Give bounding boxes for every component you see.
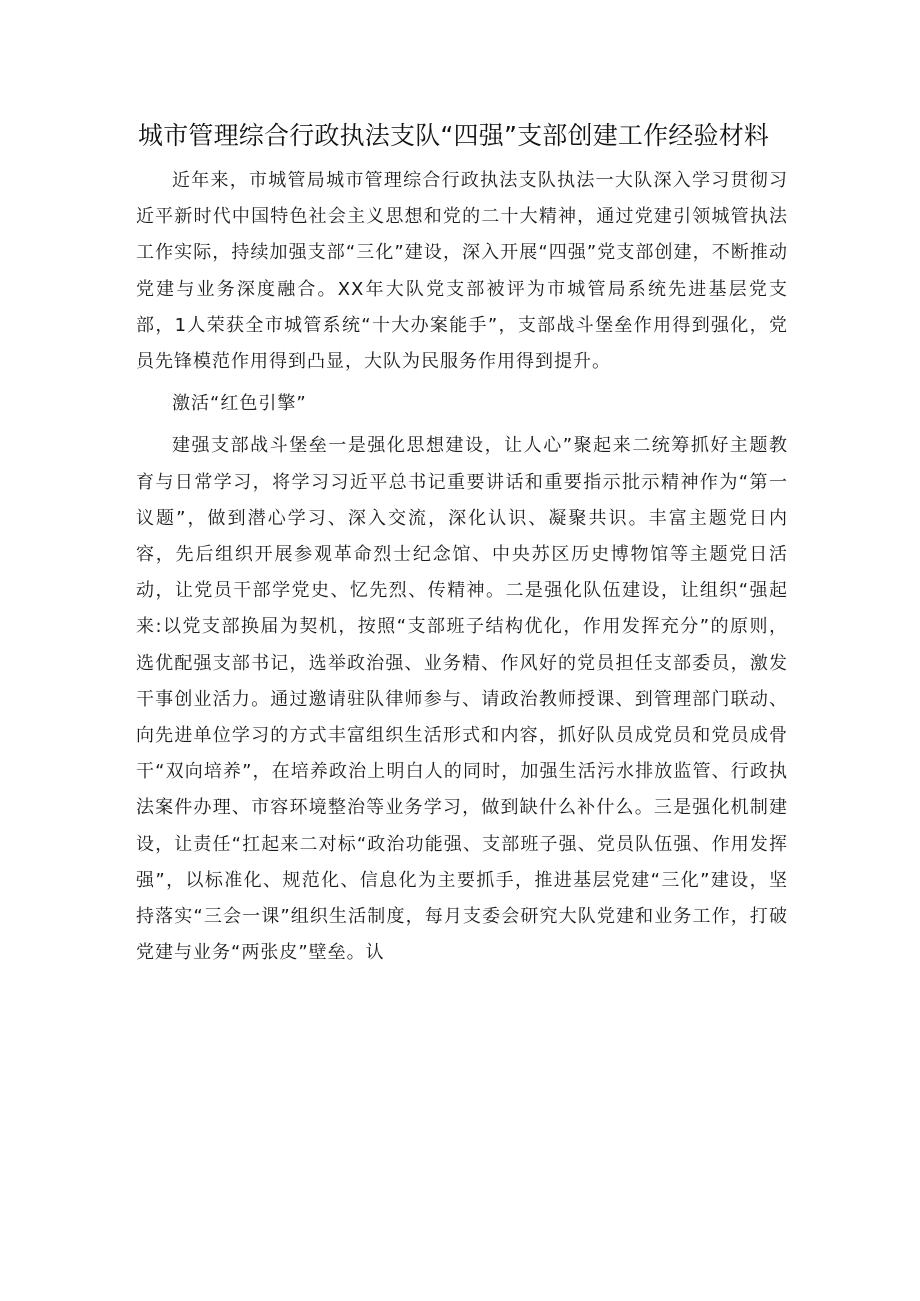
paragraph-body: 建强支部战斗堡垒一是强化思想建设，让人心”聚起来二统筹抓好主题教育与日常学习，将学习习近平总书记重要讲话和重要指示批示精神作为“第一议题”，做到潜心学习、深入交流，深化认识、凝聚共识。丰富主题党日内容，先后组织开展参观革命烈士纪念馆、中央苏区历史博物馆等主题党日活动，让党员干部学党史、忆先烈、传精神。二是强化队伍建设，让组织“强起来:以党支部换届为契机，按照“支部班子结构优化，作用发挥充分”的原则，选优配强支部书记，选举政治强、业务精、作风好的党员担任支部委员，激发干事创业活力。通过邀请驻队律师参与、请政治教师授课、到管理部门联动、向先进单位学习的方式丰富组织生活形式和内容，抓好队员成党员和党员成骨干“双向培养”，在培养政治上明白人的同时，加强生活污水排放监管、行政执法案件办理、市容环境整治等业务学习，做到缺什么补什么。三是强化机制建设，让责任“扛起来二对标“政治功能强、支部班子强、党员队伍强、作用发挥强”，以标准化、规范化、信息化为主要抓手，推进基层党建“三化”建设，坚持落实“三会一课”组织生活制度，每月支委会研究大队党建和业务工作，打破党建与业务“两张皮”壁垒。认 [136,435,788,964]
document-body [136,163,788,971]
section-heading: 激活“红色引擎” [172,393,307,415]
document-title: 城市管理综合行政执法支队“四强”支部创建工作经验材料 [138,121,770,150]
paragraph-intro: 近年来，市城管局城市管理综合行政执法支队执法一大队深入学习贯彻习近平新时代中国特色社会主义思想和党的二十大精神，通过党建引领城管执法工作实际，持续加强支部“三化”建设，深入开展“四强”党支部创建，不断推动党建与业务深度融合。XX年大队党支部被评为市城管局系统先进基层党支部，1人荣获全市城管系统“十大办案能手”，支部战斗堡垒作用得到强化，党员先锋模范作用得到凸显，大队为民服务作用得到提升。 [136,170,788,373]
